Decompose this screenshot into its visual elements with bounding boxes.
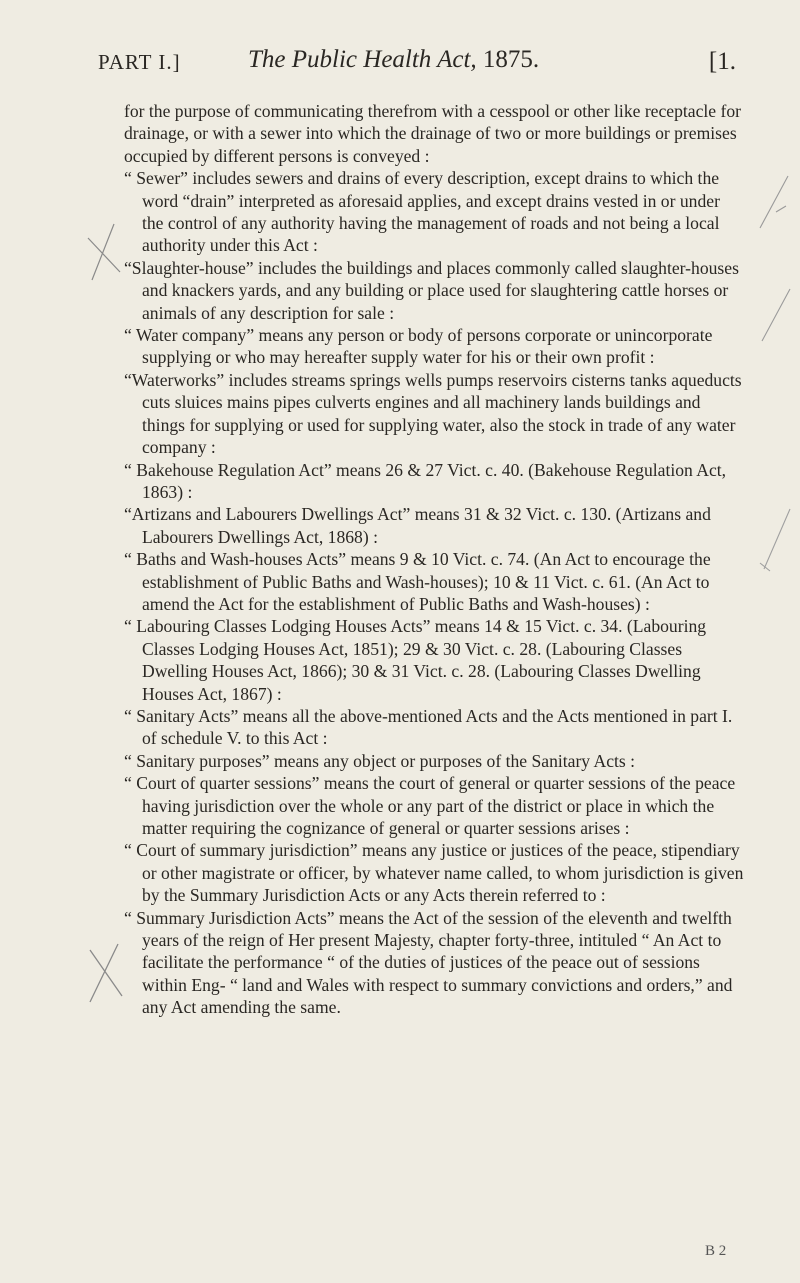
- definition-sanitary-purposes: “ Sanitary purposes” means any object or purposes of the Sanitary Acts :: [124, 750, 636, 771]
- definition-summary-jurisdiction-court: “ Court of summary jurisdiction” means any justice or justices of the peace, stipendiary or other magistrate or officer, by whatever name called, to whom jurisdiction is given by the Summary Jurisdiction Acts or any Acts therein referred to :: [124, 840, 744, 906]
- margin-cross-mark-icon: [84, 220, 124, 286]
- definition-slaughter-house: “Slaughter-house” includes the buildings and places commonly called slaughter-houses and knackers yards, and any building or place used for slaughtering cattle horses or animals of any description for sale :: [124, 257, 739, 323]
- definition-sanitary-acts: “ Sanitary Acts” means all the above-mentioned Acts and the Acts mentioned in part I. of schedule V. to this Act :: [124, 705, 733, 749]
- signature-mark: B 2: [705, 1243, 727, 1259]
- paragraph-continuation: for the purpose of communicating therefrom with a cesspool or other like receptacle for drainage, or with a sewer into which the drainage of two or more buildings or premises occupied by different persons is conveyed :: [124, 101, 742, 166]
- definition-water-company: “ Water company” means any person or body of persons corporate or unincorporate supplying or who may hereafter supply water for his or their own profit :: [124, 325, 713, 368]
- page-body: [124, 100, 744, 1019]
- definition-quarter-sessions: “ Court of quarter sessions” means the court of general or quarter sessions of the peace having jurisdiction over the whole or any part of the district or place in which the matter requiring the cognizance of general or quarter sessions arises :: [124, 773, 736, 838]
- definition-summary-jurisdiction-acts: “ Summary Jurisdiction Acts” means the Act of the session of the eleventh and twelfth years of the reign of Her present Majesty, chapter forty-three, intituled “ An Act to facilitate the performance “ of the duties of justices of the peace out of sessions within Eng- “ land and Wales with respect to summary convictions and orders,” and any Act amending the same.: [124, 907, 733, 1018]
- definition-waterworks: “Waterworks” includes streams springs wells pumps reservoirs cisterns tanks aqueducts cuts sluices mains pipes culverts engines and all machinery lands buildings and things for supplying or used for supplying water, also the stock in trade of any water company :: [124, 369, 742, 458]
- act-title: The Public Health Act,: [248, 46, 477, 73]
- margin-slash-mark-icon: [756, 505, 796, 575]
- margin-cross-mark-icon: [84, 940, 128, 1006]
- definition-sewer: “ Sewer” includes sewers and drains of every description, except drains to which the word “drain” interpreted as aforesaid applies, and except drains vested in or under the control of any authority having the management of roads and not being a local authority under this Act :: [124, 168, 720, 256]
- running-header: [98, 44, 736, 80]
- definition-lodging-houses-acts: “ Labouring Classes Lodging Houses Acts” means 14 & 15 Vict. c. 34. (Labouring Classes Lodging Houses Act, 1851); 29 & 30 Vict. c. 28. (Labouring Classes Dwelling Houses Act, 1866); 30 & 31 Vict. c. 28. (Labouring Classes Dwelling Houses Act, 1867) :: [124, 616, 707, 704]
- section-number: [1.: [708, 48, 736, 75]
- margin-slash-mark-icon: [756, 285, 796, 345]
- margin-slash-mark-icon: [754, 172, 794, 232]
- definition-artizans-act: “Artizans and Labourers Dwellings Act” means 31 & 32 Vict. c. 130. (Artizans and Labourers Dwellings Act, 1868) :: [124, 504, 711, 547]
- part-label: PART I.]: [98, 50, 181, 74]
- act-year: 1875.: [482, 46, 540, 73]
- definition-baths-acts: “ Baths and Wash-houses Acts” means 9 & 10 Vict. c. 74. (An Act to encourage the establishment of Public Baths and Wash-houses); 10 & 11 Vict. c. 61. (An Act to amend the Act for the establishment of Public Baths and Wash-houses) :: [124, 549, 711, 614]
- page-title: [248, 46, 539, 74]
- definition-bakehouse-act: “ Bakehouse Regulation Act” means 26 & 27 Vict. c. 40. (Bakehouse Regulation Act, 1863) :: [124, 459, 727, 502]
